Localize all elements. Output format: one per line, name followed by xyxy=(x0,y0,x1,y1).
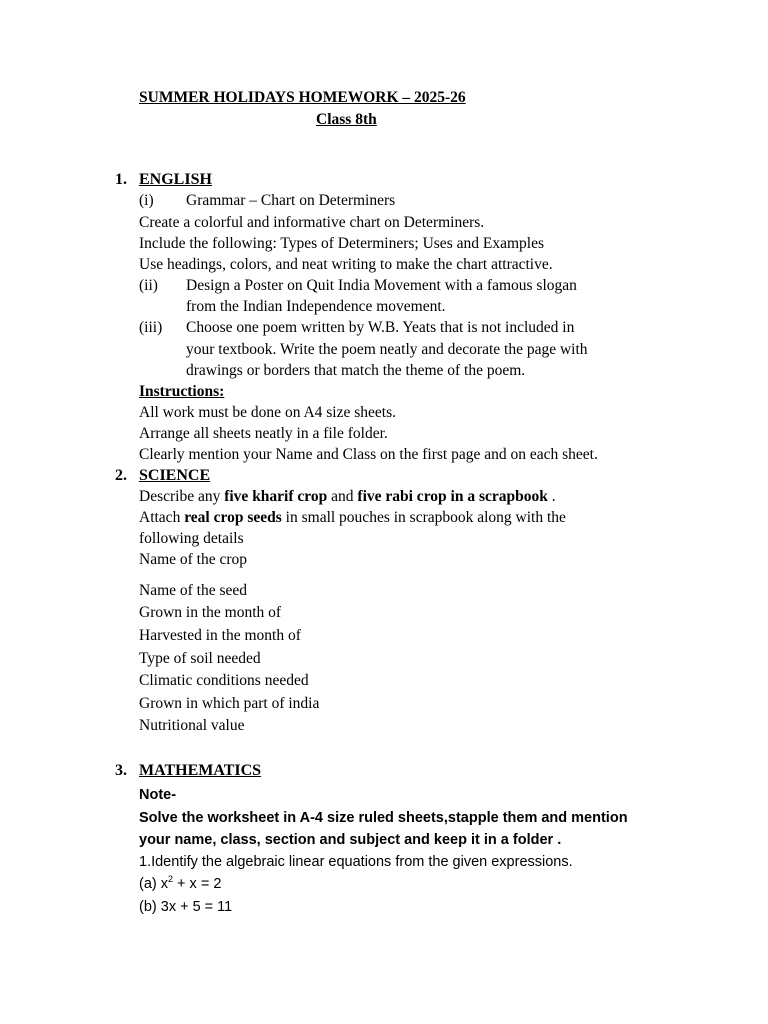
section-heading-math: MATHEMATICS xyxy=(139,762,262,779)
detail-item: Name of the crop xyxy=(139,551,248,568)
detail-item: Name of the seed xyxy=(139,582,248,599)
list-item-text: Choose one poem written by W.B. Yeats that is not included in xyxy=(186,319,575,336)
list-marker: (ii) xyxy=(139,277,158,294)
text-run-bold: five kharif crop xyxy=(224,488,328,505)
text-run-bold: real crop seeds xyxy=(184,509,282,526)
paragraph xyxy=(139,508,566,528)
paragraph xyxy=(139,487,556,507)
text-run: and xyxy=(327,488,358,505)
text-run: Describe any xyxy=(139,488,225,505)
paragraph: following details xyxy=(139,530,244,547)
paragraph: Use headings, colors, and neat writing to make the chart attractive. xyxy=(139,256,553,273)
list-item-text: Design a Poster on Quit India Movement with a famous slogan xyxy=(186,277,577,294)
note-text: your name, class, section and subject and keep it in a folder . xyxy=(139,832,562,848)
note-text: Solve the worksheet in A-4 size ruled sheets,stapple them and mention xyxy=(139,810,628,826)
option-text: + x = 2 xyxy=(173,876,222,892)
question-text: 1.Identify the algebraic linear equations from the given expressions. xyxy=(139,854,573,870)
section-number-english: 1. xyxy=(115,171,127,188)
text-run-bold: five rabi crop in a scrapbook xyxy=(357,488,548,505)
detail-item: Climatic conditions needed xyxy=(139,672,309,689)
section-heading-english: ENGLISH xyxy=(139,171,212,188)
section-heading-science: SCIENCE xyxy=(139,467,211,484)
detail-item: Harvested in the month of xyxy=(139,627,301,644)
instruction-line: Arrange all sheets neatly in a file folder. xyxy=(139,425,388,442)
question-option-a xyxy=(139,874,221,894)
detail-item: Nutritional value xyxy=(139,717,245,734)
document-title: SUMMER HOLIDAYS HOMEWORK – 2025-26 xyxy=(139,89,466,106)
option-text: (a) x xyxy=(139,876,168,892)
list-marker: (i) xyxy=(139,192,154,209)
detail-item: Grown in the month of xyxy=(139,604,282,621)
instruction-line: Clearly mention your Name and Class on the first page and on each sheet. xyxy=(139,446,598,463)
text-run: Attach xyxy=(139,509,185,526)
instructions-heading: Instructions: xyxy=(139,383,225,400)
list-item-text: from the Indian Independence movement. xyxy=(186,298,446,315)
text-run: . xyxy=(547,488,556,505)
paragraph: Create a colorful and informative chart on Determiners. xyxy=(139,214,485,231)
detail-item: Grown in which part of india xyxy=(139,695,320,712)
list-item-text: Grammar – Chart on Determiners xyxy=(186,192,396,209)
paragraph: Include the following: Types of Determiners; Uses and Examples xyxy=(139,235,544,252)
section-number-science: 2. xyxy=(115,467,127,484)
question-option-b: (b) 3x + 5 = 11 xyxy=(139,899,233,915)
instruction-line: All work must be done on A4 size sheets. xyxy=(139,404,397,421)
section-number-math: 3. xyxy=(115,762,127,779)
class-label: Class 8th xyxy=(316,111,377,128)
detail-item: Type of soil needed xyxy=(139,650,261,667)
list-item-text: drawings or borders that match the theme of the poem. xyxy=(186,362,526,379)
note-label: Note- xyxy=(139,787,177,803)
superscript: 2 xyxy=(168,874,174,885)
list-marker: (iii) xyxy=(139,319,163,336)
text-run: in small pouches in scrapbook along with the xyxy=(281,509,566,526)
list-item-text: your textbook. Write the poem neatly and decorate the page with xyxy=(186,341,588,358)
